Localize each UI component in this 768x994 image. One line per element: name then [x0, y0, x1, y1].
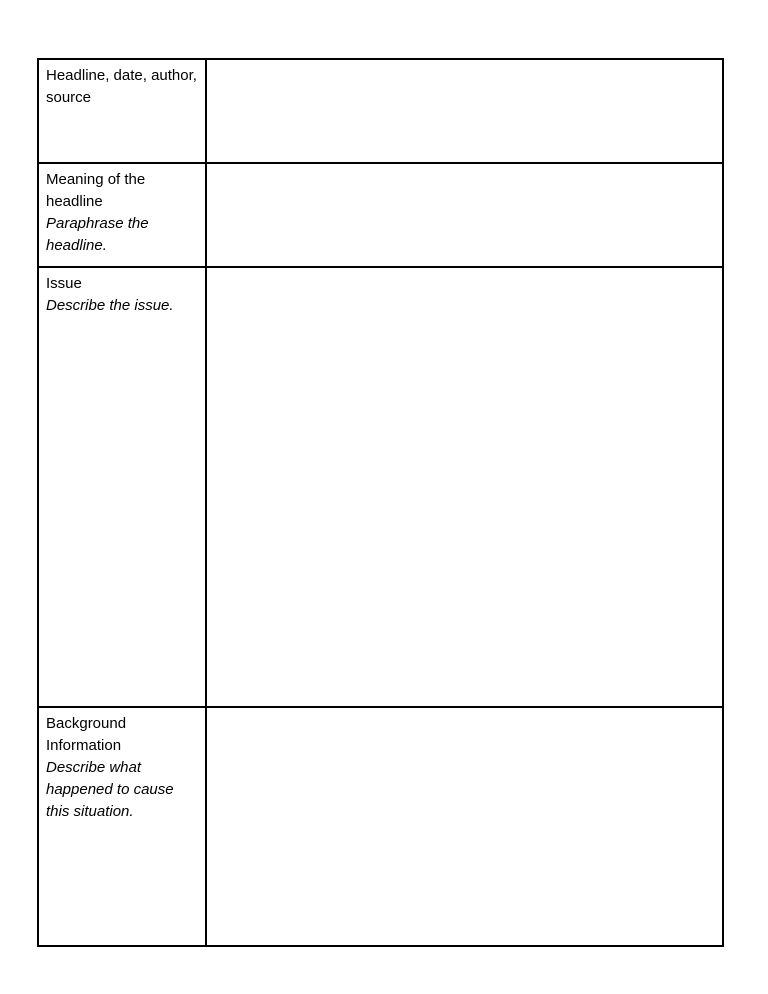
- meaning-answer-field[interactable]: [206, 163, 723, 267]
- worksheet-row-meaning: [38, 163, 723, 267]
- worksheet-row-background: [38, 707, 723, 946]
- headline-answer-field[interactable]: [206, 59, 723, 163]
- article-analysis-worksheet: [37, 58, 724, 947]
- row-title: Issue: [46, 275, 82, 292]
- worksheet-row-issue: [38, 267, 723, 707]
- background-answer-field[interactable]: [206, 707, 723, 946]
- row-title: Background Information: [46, 715, 127, 754]
- row-label-cell: [38, 267, 206, 707]
- row-label-cell: [38, 163, 206, 267]
- row-title: Headline, date, author, source: [46, 67, 197, 106]
- row-instruction: Paraphrase the headline.: [46, 215, 149, 254]
- row-label-cell: [38, 707, 206, 946]
- worksheet-row-headline: [38, 59, 723, 163]
- row-instruction: Describe the issue.: [46, 297, 174, 314]
- issue-answer-field[interactable]: [206, 267, 723, 707]
- row-label-cell: [38, 59, 206, 163]
- row-title: Meaning of the headline: [46, 171, 146, 210]
- row-instruction: Describe what happened to cause this situation.: [46, 759, 174, 820]
